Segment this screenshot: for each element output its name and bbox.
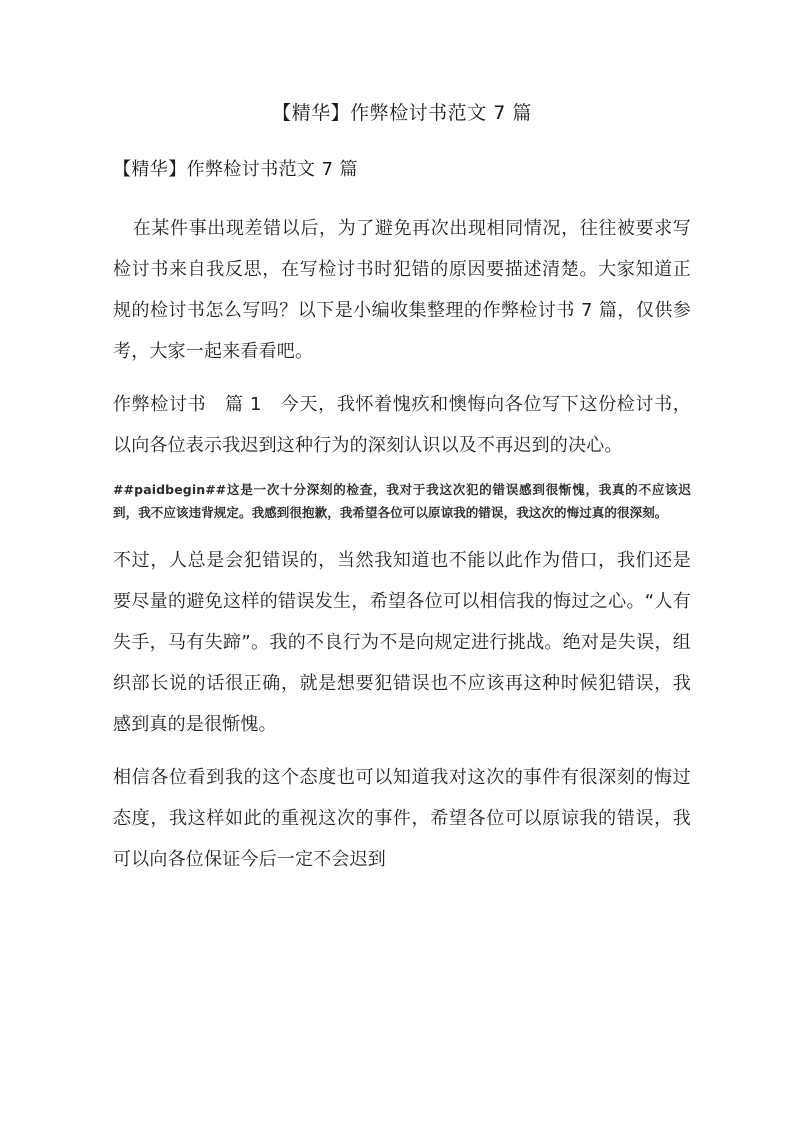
page-title: 【精华】作弊检讨书范文 7 篇 [272,102,532,124]
paragraph-paid-note: ##paidbegin##这是一次十分深刻的检查，我对于我这次犯的错误感到很惭愧，我真的不应该迟到，我不应该违背规定。我感到很抱歉，我希望各位可以原谅我的错误，我这次的悔过真的很深刻。 [113,482,691,520]
document-subtitle: 【精华】作弊检讨书范文 7 篇 [113,159,358,180]
paragraph-body-3: 相信各位看到我的这个态度也可以知道我对这次的事件有很深刻的悔过态度，我这样如此的重视这次的事件，希望各位可以原谅我的错误，我可以向各位保证今后一定不会迟到 [113,767,691,870]
paragraph-intro: 在某件事出现差错以后，为了避免再次出现相同情况，往往被要求写检讨书来自我反思，在写检讨书时犯错的原因要描述清楚。大家知道正规的检讨书怎么写吗？以下是小编收集整理的作弊检讨书 7 篇，仅供参考，大家一起来看看吧。 [113,218,691,362]
paragraph-section-1-heading: 作弊检讨书 篇 1 今天，我怀着愧疚和懊悔向各位写下这份检讨书，以向各位表示我迟到这种行为的深刻认识以及不再迟到的决心。 [113,394,691,456]
document-content [113,96,691,892]
paragraph-body-2: 不过，人总是会犯错误的，当然我知道也不能以此作为借口，我们还是要尽量的避免这样的错误发生，希望各位可以相信我的悔过之心。“人有失手，马有失蹄”。我的不良行为不是向规定进行挑战。绝对是失误，组织部长说的话很正确，就是想要犯错误也不应该再这种时候犯错误，我感到真的是很惭愧。 [113,550,691,735]
